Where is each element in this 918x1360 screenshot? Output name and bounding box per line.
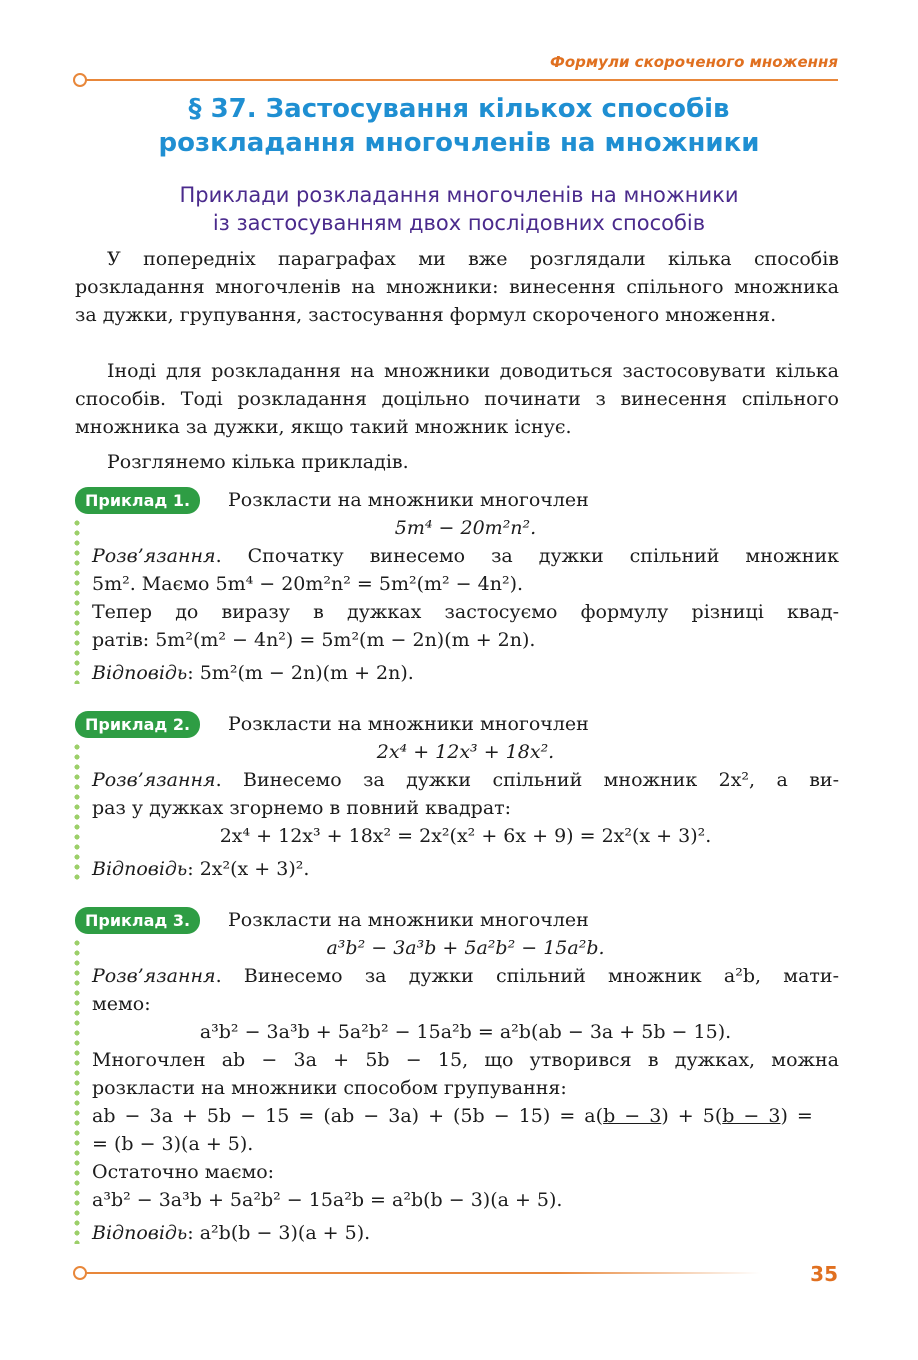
example-1-task: Розкласти на множники многочлен [228, 489, 589, 511]
example-3-solution-line-6: ab − 3a + 5b − 15 = (ab − 3a) + (5b − 15) = a(b − 3) + 5(b − 3) = [92, 1105, 813, 1127]
example-3-solution-line-3: a³b² − 3a³b + 5a²b² − 15a²b = a²b(ab − 3a + 5b − 15). [199, 1021, 732, 1043]
section-subtitle-line-1: Приклади розкладання многочленів на множники [179, 183, 739, 207]
example-1-solution-line-3: Тепер до виразу в дужках застосуємо формулу різниці квад- [92, 601, 839, 623]
solution-label: Розв’язання [92, 769, 216, 791]
header-rule-ring [73, 73, 87, 87]
example-3-solution-line-4: Многочлен ab − 3a + 5b − 15, що утворився в дужках, можна [92, 1049, 839, 1071]
example-2-solution-line-3: 2x⁴ + 12x³ + 18x² = 2x²(x² + 6x + 9) = 2x²(x + 3)². [219, 825, 712, 847]
answer-label: Відповідь [92, 1222, 188, 1244]
underlined-factor: b − 3 [722, 1105, 781, 1127]
intro-paragraph-1: У попередніх параграфах ми вже розглядали кілька способів розкладання многочленів на множники: винесення спільного множника за дужки, групування, застосування формул скороченого множення. [75, 248, 839, 326]
example-3-solution-line-2: мемо: [92, 993, 151, 1015]
example-3-solution-line-8: Остаточно маємо: [92, 1161, 275, 1183]
example-3-task: Розкласти на множники многочлен [228, 909, 589, 931]
example-2-solution-line-2: раз у дужках згорнемо в повний квадрат: [92, 797, 512, 819]
example-1-dots [74, 518, 80, 684]
example-2-badge: Приклад 2. [75, 711, 200, 738]
example-1-solution-line-2: 5m². Маємо 5m⁴ − 20m²n² = 5m²(m² − 4n²). [92, 573, 524, 595]
example-2-solution-line-1: Розв’язання. Винесемо за дужки спільний множник 2x², а ви- [92, 769, 839, 791]
page-number: 35 [810, 1262, 838, 1286]
answer-label: Відповідь [92, 858, 188, 880]
example-2-task: Розкласти на множники многочлен [228, 713, 589, 735]
underlined-factor: b − 3 [603, 1105, 662, 1127]
section-title-line-1: § 37. Застосування кількох способів [188, 94, 730, 124]
example-3-solution-line-7: = (b − 3)(a + 5). [92, 1133, 254, 1155]
example-3-dots [74, 938, 80, 1244]
example-2-answer: Відповідь: 2x²(x + 3)². [92, 858, 310, 880]
footer-rule-ring [73, 1266, 87, 1280]
example-3-answer: Відповідь: a²b(b − 3)(a + 5). [92, 1222, 371, 1244]
example-3-solution-line-1: Розв’язання. Винесемо за дужки спільний множник a²b, мати- [92, 965, 839, 987]
section-title-line-2: розкладання многочленів на множники [158, 128, 760, 158]
running-head: Формули скороченого множення [550, 53, 838, 71]
answer-label: Відповідь [92, 662, 188, 684]
example-3-badge: Приклад 3. [75, 907, 200, 934]
example-1-solution-line-1: Розв’язання. Спочатку винесемо за дужки спільний множник [92, 545, 839, 567]
intro-paragraph-3: Розглянемо кілька прикладів. [107, 451, 409, 473]
example-3-solution-line-9: a³b² − 3a³b + 5a²b² − 15a²b = a²b(b − 3)(a + 5). [92, 1189, 563, 1211]
example-1-solution-line-4: ратів: 5m²(m² − 4n²) = 5m²(m − 2n)(m + 2n). [92, 629, 536, 651]
example-3-expression: a³b² − 3a³b + 5a²b² − 15a²b. [326, 937, 605, 959]
solution-label: Розв’язання [92, 965, 216, 987]
example-2-dots [74, 742, 80, 880]
section-subtitle [0, 181, 918, 237]
section-subtitle-line-2: із застосуванням двох послідовних способів [212, 211, 706, 235]
section-title [0, 92, 918, 160]
example-3-solution-line-5: розкласти на множники способом групування: [92, 1077, 567, 1099]
example-1-answer: Відповідь: 5m²(m − 2n)(m + 2n). [92, 662, 414, 684]
example-1-expression: 5m⁴ − 20m²n². [394, 517, 537, 539]
header-rule [80, 79, 838, 81]
example-2-expression: 2x⁴ + 12x³ + 18x². [376, 741, 555, 763]
example-1-badge: Приклад 1. [75, 487, 200, 514]
solution-label: Розв’язання [92, 545, 216, 567]
footer-rule [80, 1272, 760, 1274]
intro-paragraph-2: Іноді для розкладання на множники доводиться застосовувати кілька способів. Тоді розкладання доцільно починати з винесення спільного множника за дужки, якщо такий множник існує. [75, 360, 839, 438]
